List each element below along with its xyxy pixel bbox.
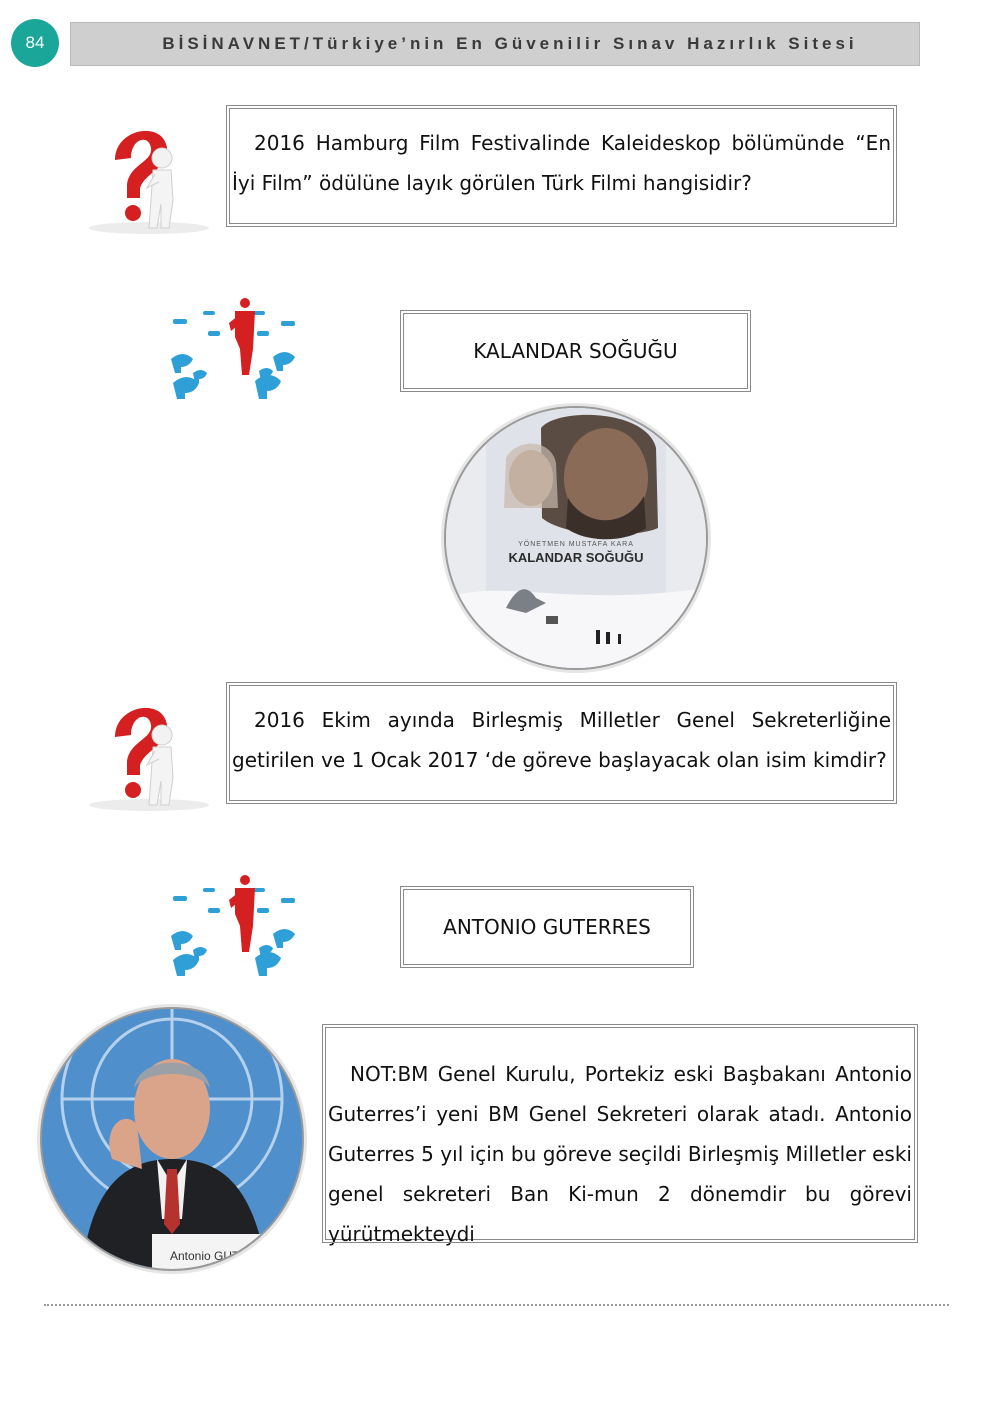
answer-2-text: ANTONIO GUTERRES	[443, 915, 651, 939]
guterres-photo	[40, 1007, 304, 1271]
header-title: BİSİNAVNET/Türkiye’nin En Güvenilir Sınav Hazırlık Sitesi	[162, 34, 858, 53]
answer-figure-icon	[163, 297, 305, 405]
question-mark-person-icon	[85, 110, 213, 235]
question-2-text: 2016 Ekim ayında Birleşmiş Milletler Genel Sekreterliğine getirilen ve 1 Ocak 2017 ‘de göreve başlayacak olan isim kimdir?	[232, 708, 891, 772]
answer-1-text: KALANDAR SOĞUĞU	[473, 339, 678, 363]
answer-figure-icon	[163, 874, 305, 982]
question-1-text: 2016 Hamburg Film Festivalinde Kaleideskop bölümünde “En İyi Film” ödülüne layık görülen Türk Filmi hangisidir?	[232, 131, 891, 195]
footer-divider	[44, 1304, 949, 1306]
poster-director-line: YÖNETMEN MUSTAFA KARA	[518, 541, 634, 548]
question-2-box	[229, 685, 894, 801]
film-poster-image	[444, 406, 708, 670]
question-1-box	[229, 108, 894, 224]
answer-2-box	[403, 889, 691, 965]
note-box	[325, 1027, 915, 1246]
header-bar	[70, 22, 920, 66]
poster-title: KALANDAR SOĞUĞU	[508, 550, 644, 565]
photo-caption: Antonio GUTE	[170, 1249, 248, 1263]
answer-1-box	[403, 313, 748, 389]
question-mark-person-icon	[85, 687, 213, 812]
page-number-badge	[11, 19, 59, 67]
note-text: NOT:BM Genel Kurulu, Portekiz eski Başbakanı Antonio Guterres’i yeni BM Genel Sekreteri olarak atadı. Antonio Guterres 5 yıl için bu göreve seçildi Birleşmiş Milletler eski genel sekreteri Ban Ki-mun 2 dönemdir bu görevi yürütmekteydi	[328, 1062, 912, 1246]
page-number: 84	[25, 33, 45, 52]
